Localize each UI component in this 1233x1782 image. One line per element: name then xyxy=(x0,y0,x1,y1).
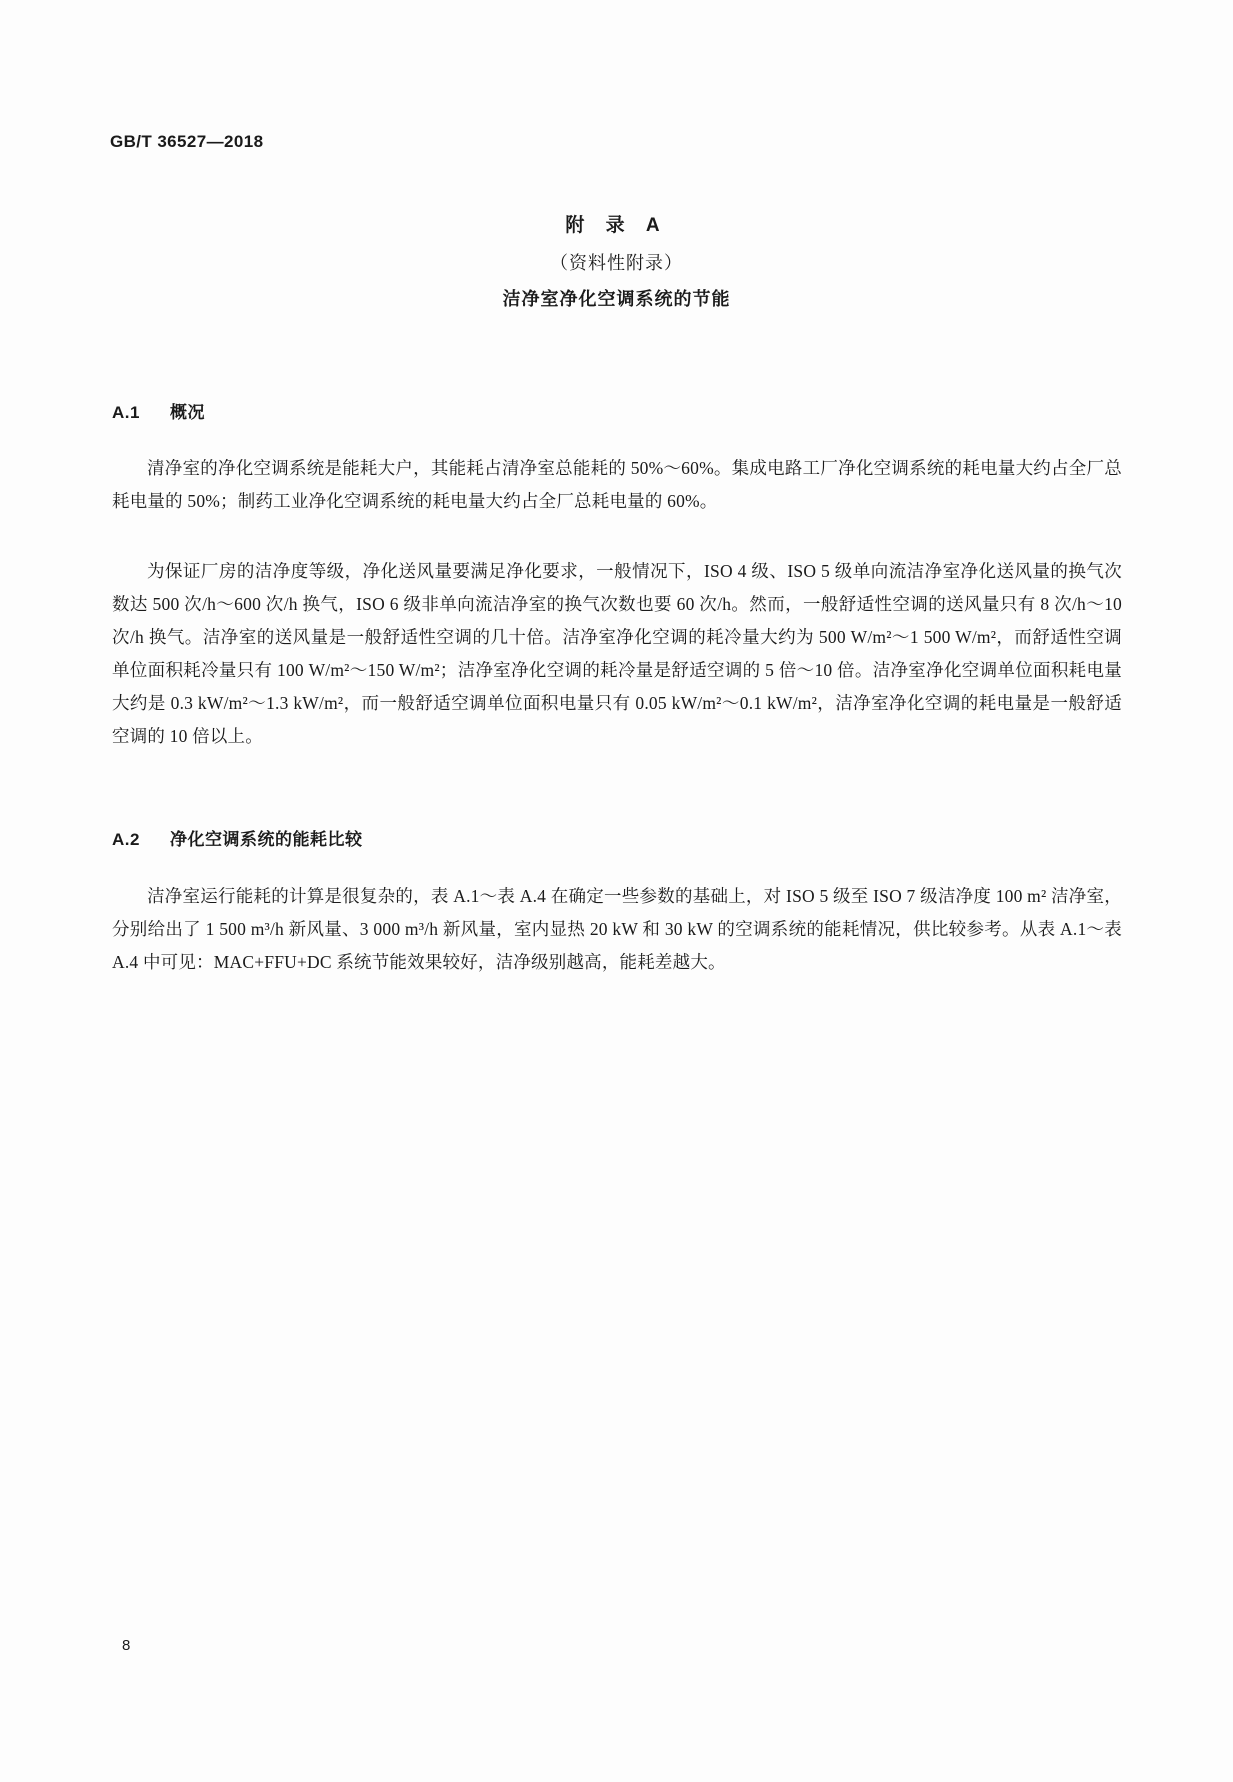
annex-name: 洁净室净化空调系统的节能 xyxy=(502,289,731,309)
section-title-a1: 概况 xyxy=(170,403,205,422)
section-a1-paragraph-2 xyxy=(112,555,1122,753)
annex-title: 附 录 A xyxy=(565,215,668,236)
paragraph-text: 清净室的净化空调系统是能耗大户，其能耗占清净室总能耗的 50%～60%。集成电路工厂净化空调系统的耗电量大约占全厂总耗电量的 50%；制药工业净化空调系统的耗电量大约占全厂总耗电量的 60%。 xyxy=(112,458,1122,511)
section-title-a2: 净化空调系统的能耗比较 xyxy=(170,830,363,849)
section-heading-a2 xyxy=(112,825,363,850)
paragraph-text: 洁净室运行能耗的计算是很复杂的，表 A.1～表 A.4 在确定一些参数的基础上，对 ISO 5 级至 ISO 7 级洁净度 100 m² 洁净室，分别给出了 1 500 m³/h 新风量、3 000 m³/h 新风量，室内显热 20 kW 和 30 kW 的空调系统的能耗情况，供比较参考。从表 A.1～表 A.4 中可见：MAC+FFU+DC 系统节能效果较好，洁净级别越高，能耗差越大。 xyxy=(112,886,1122,972)
section-number-a2: A.2 xyxy=(112,830,140,849)
section-heading-a1 xyxy=(112,398,205,423)
section-number-a1: A.1 xyxy=(112,403,140,422)
running-header-standard-number: GB/T 36527—2018 xyxy=(110,132,264,151)
annex-heading-block xyxy=(0,210,1233,311)
paragraph-text: 为保证厂房的洁净度等级，净化送风量要满足净化要求，一般情况下，ISO 4 级、ISO 5 级单向流洁净室净化送风量的换气次数达 500 次/h～600 次/h 换气，ISO 6 级非单向流洁净室的换气次数也要 60 次/h。然而，一般舒适性空调的送风量只有 8 次/h～10 次/h 换气。洁净室的送风量是一般舒适性空调的几十倍。洁净室净化空调的耗冷量大约为 500 W/m²～1 500 W/m²，而舒适性空调单位面积耗冷量只有 100 W/m²～150 W/m²；洁净室净化空调的耗冷量是舒适空调的 5 倍～10 倍。洁净室净化空调单位面积耗电量大约是 0.3 kW/m²～1.3 kW/m²，而一般舒适空调单位面积电量只有 0.05 kW/m²～0.1 kW/m²，洁净室净化空调的耗电量是一般舒适空调的 10 倍以上。 xyxy=(112,561,1122,746)
section-a2-paragraph-1 xyxy=(112,880,1122,979)
section-a1-paragraph-1 xyxy=(112,452,1122,518)
annex-subtitle: （资料性附录） xyxy=(550,253,683,273)
page-number: 8 xyxy=(122,1637,131,1654)
